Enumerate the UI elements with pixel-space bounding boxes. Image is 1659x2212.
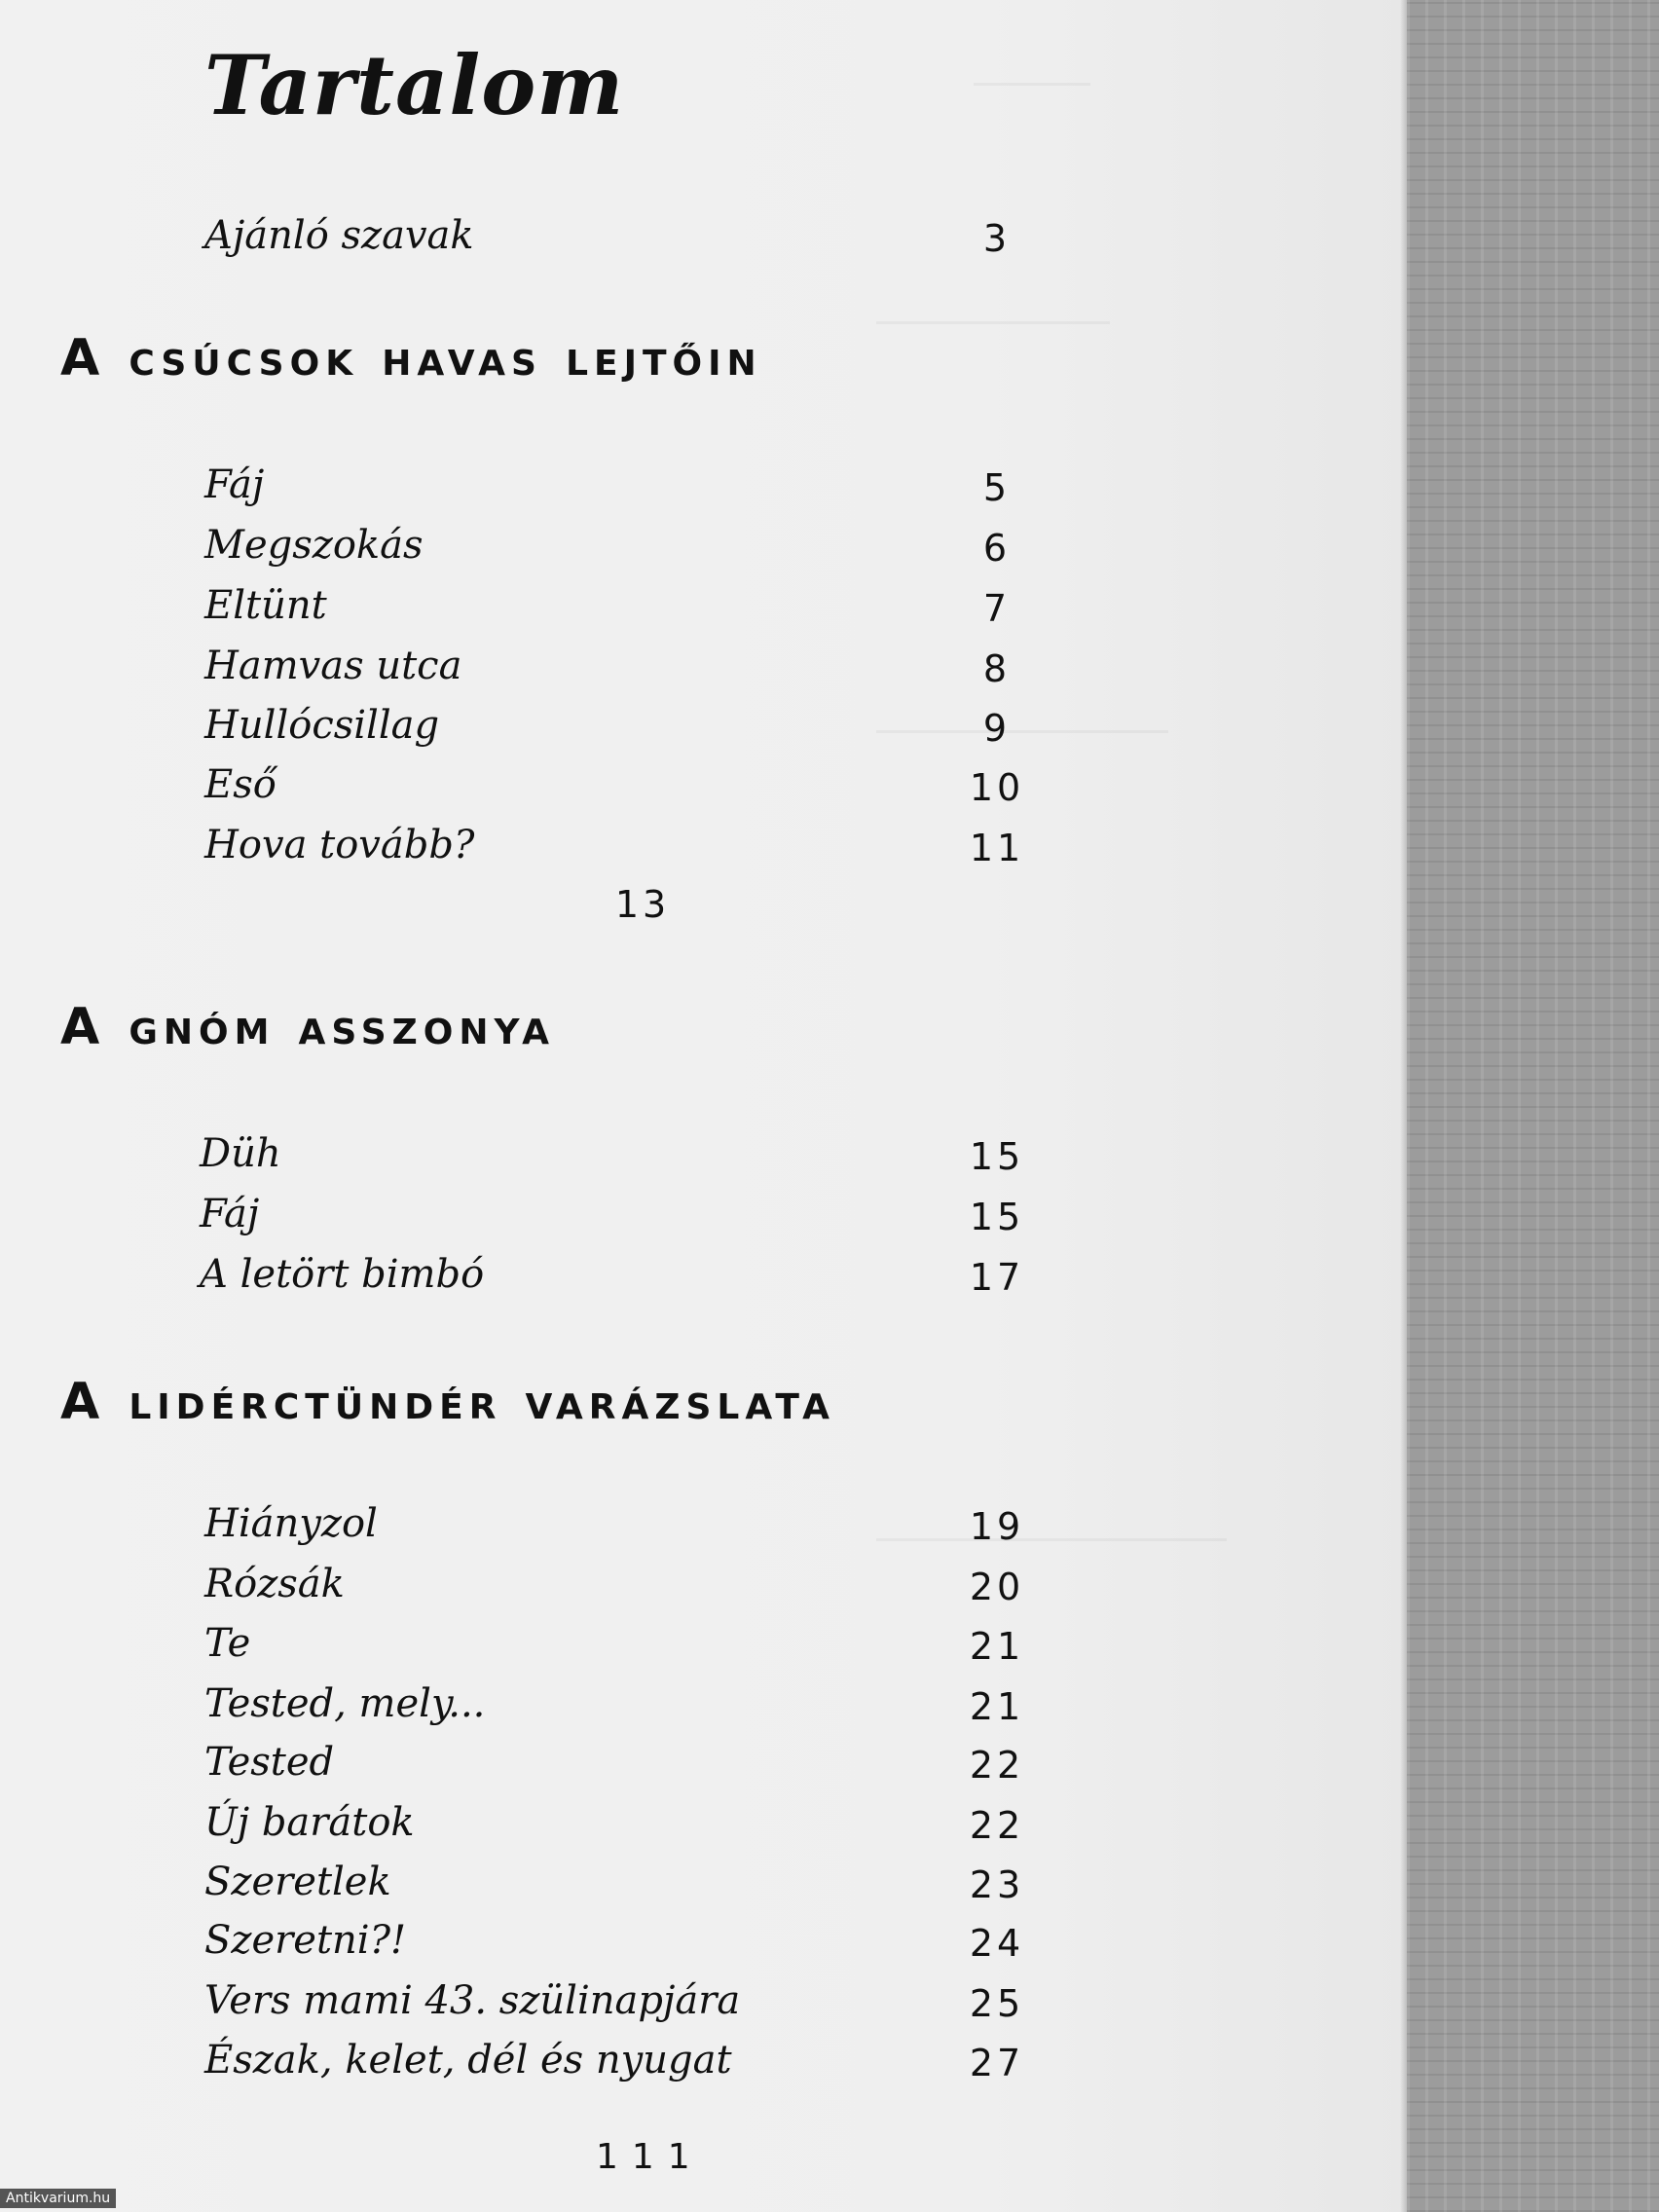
toc-entry-label: Hova tovább? (204, 823, 475, 867)
toc-entry-page: 23 (969, 1863, 1025, 1906)
toc-entry-label: Fáj (200, 1192, 260, 1236)
toc-entry-page: 7 (982, 587, 1012, 630)
toc-entry-page: 9 (982, 707, 1012, 750)
section-heading: A csúcsok havas lejtőin (60, 329, 762, 387)
toc-entry-label: Düh (200, 1131, 281, 1176)
toc-entry-page: 17 (969, 1256, 1025, 1299)
toc-entry-label: Tested (204, 1740, 335, 1785)
section-heading: A lidérctündér varázslata (60, 1373, 836, 1431)
page-number: 111 (596, 2137, 704, 2177)
toc-entry-page: 20 (969, 1566, 1025, 1608)
toc-entry-label: Megszokás (204, 523, 424, 568)
toc-entry-page: 21 (969, 1685, 1025, 1728)
toc-entry-page: 24 (969, 1922, 1025, 1965)
toc-entry-page: 11 (969, 827, 1025, 869)
toc-entry-page: 3 (982, 217, 1012, 260)
toc-entry-page: 15 (969, 1135, 1025, 1178)
toc-entry-label: Új barátok (204, 1800, 415, 1845)
toc-entry-label: Észak, kelet, dél és nyugat (204, 2038, 732, 2083)
section-heading: A gnóm asszonya (60, 998, 555, 1056)
page-title: Tartalom (204, 37, 625, 133)
toc-entry-label: Szeretni?! (204, 1918, 407, 1963)
toc-entry-page: 6 (982, 527, 1012, 570)
toc-entry-page: 25 (969, 1982, 1025, 2025)
toc-entry-page: 22 (969, 1804, 1025, 1847)
toc-entry-label: Te (204, 1621, 251, 1666)
toc-entry-label: Ajánló szavak (204, 213, 474, 258)
stray-page-number: 13 (614, 883, 671, 926)
toc-entry-label: Rózsák (204, 1562, 345, 1606)
toc-entry-label: Hiányzol (204, 1501, 378, 1546)
toc-entry-page: 8 (982, 647, 1012, 690)
watermark: Antikvarium.hu (0, 2189, 116, 2208)
toc-entry-page: 22 (969, 1744, 1025, 1787)
toc-entry-label: A letört bimbó (200, 1252, 485, 1297)
toc-entry-label: Hamvas utca (204, 644, 462, 688)
bleed-through-line (974, 54, 1090, 86)
toc-entry-page: 27 (969, 2042, 1025, 2084)
bleed-through-line (876, 292, 1110, 324)
toc-entry-page: 21 (969, 1625, 1025, 1668)
toc-entry-label: Vers mami 43. szülinapjára (204, 1978, 741, 2023)
toc-entry-label: Hullócsillag (204, 703, 440, 748)
toc-entry-page: 15 (969, 1196, 1025, 1238)
toc-entry-label: Tested, mely... (204, 1681, 486, 1726)
toc-entry-page: 5 (982, 466, 1012, 509)
toc-entry-label: Eltünt (204, 583, 327, 628)
toc-entry-label: Fáj (204, 462, 265, 507)
toc-entry-page: 10 (969, 766, 1025, 809)
toc-entry-label: Szeretlek (204, 1860, 391, 1904)
book-edge (1407, 0, 1659, 2212)
toc-entry-label: Eső (204, 762, 276, 807)
toc-entry-page: 19 (969, 1505, 1025, 1548)
